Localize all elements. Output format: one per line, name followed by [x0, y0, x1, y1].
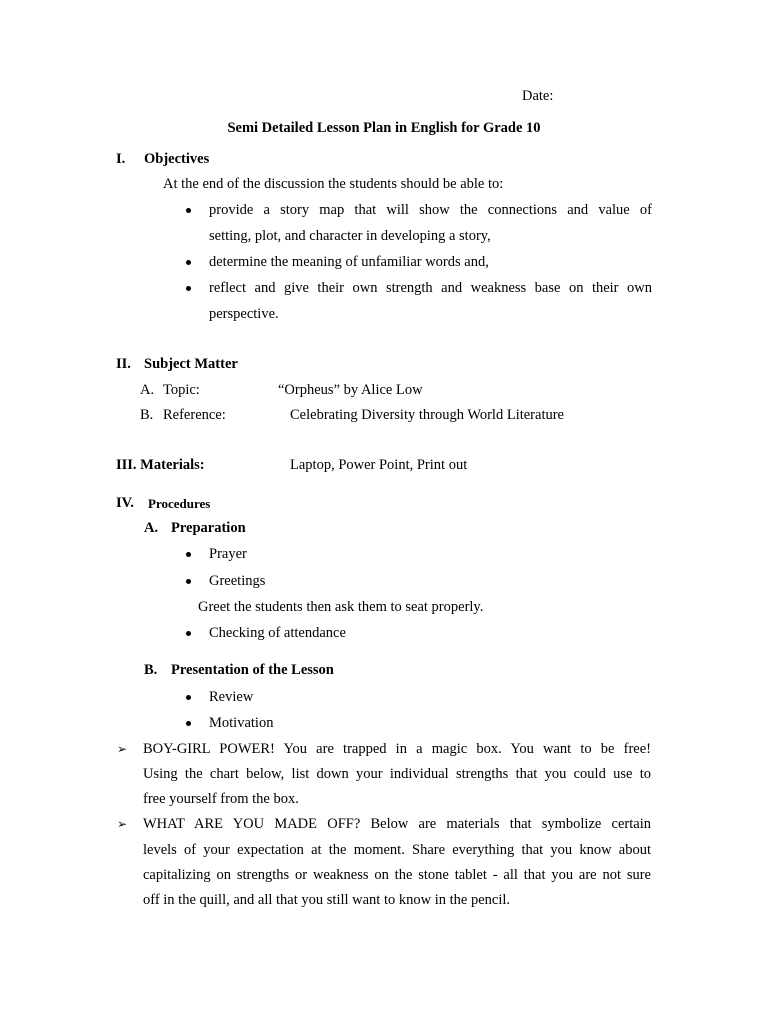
subheading-preparation: Preparation	[171, 520, 246, 536]
section-numeral: II.	[116, 356, 131, 372]
list-letter: B.	[144, 662, 158, 678]
materials-value: Laptop, Power Point, Print out	[290, 457, 468, 473]
section-heading-procedures: Procedures	[148, 496, 211, 511]
arrow-bullet-icon: ➢	[117, 742, 128, 756]
activity-line: capitalizing on strengths or weakness on the stone tablet - all that you are not sure	[143, 867, 651, 883]
page-title: Semi Detailed Lesson Plan in English for Grade 10	[227, 120, 541, 136]
list-letter: B.	[140, 407, 154, 423]
activity-line: off in the quill, and all that you still want to know in the pencil.	[143, 892, 511, 908]
activity-line: BOY-GIRL POWER! You are trapped in a magic box. You want to be free!	[143, 741, 651, 757]
bullet-icon	[186, 579, 191, 584]
procedure-item: Review	[209, 689, 254, 705]
activity-line: WHAT ARE YOU MADE OFF? Below are materials that symbolize certain	[143, 816, 651, 832]
procedure-item: Checking of attendance	[209, 625, 346, 641]
activity-line: levels of your expectation at the moment. Share everything that you know about	[143, 842, 651, 858]
section-heading-objectives: Objectives	[144, 151, 210, 167]
bullet-icon	[186, 286, 191, 291]
arrow-bullet-icon: ➢	[117, 817, 128, 831]
bullet-icon	[186, 552, 191, 557]
bullet-icon	[186, 208, 191, 213]
procedure-item: Motivation	[209, 715, 274, 731]
bullet-icon	[186, 721, 191, 726]
list-letter: A.	[144, 520, 159, 536]
section-numeral: IV.	[116, 495, 134, 511]
objective-line: perspective.	[209, 306, 279, 322]
procedure-item: Prayer	[209, 546, 247, 562]
reference-label: Reference:	[163, 407, 226, 423]
activity-line: free yourself from the box.	[143, 791, 299, 807]
procedure-item: Greetings	[209, 573, 266, 589]
bullet-icon	[186, 260, 191, 265]
date-label: Date:	[522, 88, 554, 104]
objective-line: determine the meaning of unfamiliar words and,	[209, 254, 489, 270]
objective-line: provide a story map that will show the connections and value of	[209, 202, 652, 218]
reference-value: Celebrating Diversity through World Literature	[290, 407, 564, 423]
section-heading-subject-matter: Subject Matter	[144, 356, 238, 372]
objective-line: setting, plot, and character in developing a story,	[209, 228, 491, 244]
procedure-note: Greet the students then ask them to seat properly.	[198, 599, 484, 615]
section-heading-materials: III. Materials:	[116, 457, 205, 473]
bullet-icon	[186, 695, 191, 700]
activity-line: Using the chart below, list down your individual strengths that you could use to	[143, 766, 651, 782]
bullet-icon	[186, 631, 191, 636]
topic-label: Topic:	[163, 382, 200, 398]
subheading-presentation: Presentation of the Lesson	[171, 662, 334, 678]
list-letter: A.	[140, 382, 155, 398]
section-numeral: I.	[116, 151, 126, 167]
objectives-intro: At the end of the discussion the students should be able to:	[163, 176, 504, 192]
topic-value: “Orpheus” by Alice Low	[278, 382, 423, 398]
objective-line: reflect and give their own strength and weakness base on their own	[209, 280, 652, 296]
